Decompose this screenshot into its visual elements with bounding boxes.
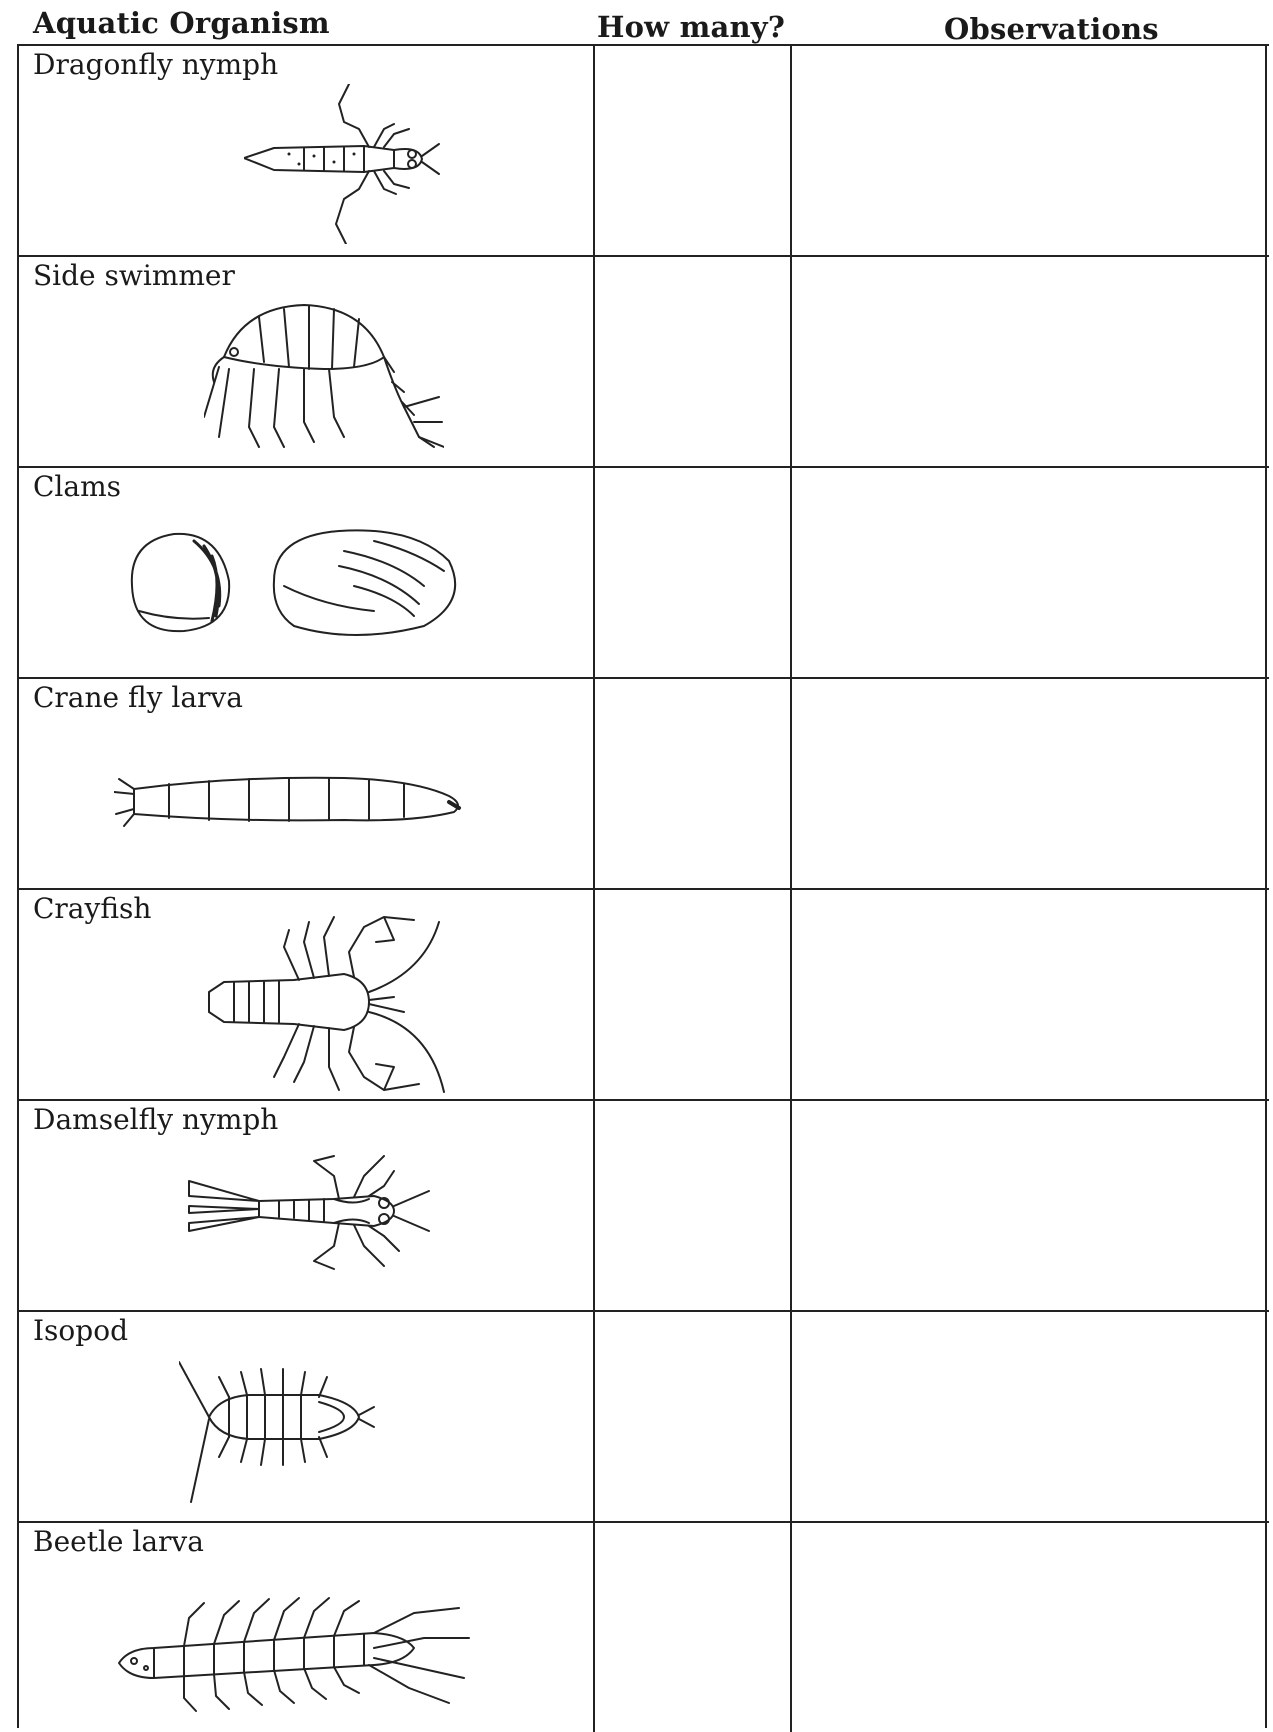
organism-cell — [19, 257, 595, 466]
count-cell[interactable] — [595, 890, 792, 1099]
damselfly-nymph-drawing — [184, 1151, 434, 1271]
organism-label: Dragonfly nymph — [33, 48, 279, 81]
table-row — [19, 1099, 1269, 1310]
organism-label: Beetle larva — [33, 1525, 204, 1558]
table-row — [19, 1310, 1269, 1521]
count-cell[interactable] — [595, 257, 792, 466]
crane-fly-larva-drawing — [114, 764, 494, 834]
count-cell[interactable] — [595, 679, 792, 888]
table-row — [19, 466, 1269, 677]
observations-cell[interactable] — [792, 679, 1265, 888]
organism-table — [17, 44, 1267, 1728]
table-row — [19, 255, 1269, 466]
organism-cell — [19, 1312, 595, 1521]
organism-label: Crane fly larva — [33, 681, 243, 714]
column-header-organism: Aquatic Organism — [33, 6, 330, 40]
side-swimmer-drawing — [204, 297, 444, 457]
count-cell[interactable] — [595, 46, 792, 255]
crayfish-drawing — [204, 912, 464, 1097]
table-row — [19, 888, 1269, 1099]
organism-label: Damselfly nymph — [33, 1103, 279, 1136]
organism-label: Isopod — [33, 1314, 128, 1347]
column-header-count: How many? — [597, 10, 786, 44]
observations-cell[interactable] — [792, 257, 1265, 466]
dragonfly-nymph-drawing — [244, 84, 444, 244]
table-row — [19, 1521, 1269, 1730]
table-row — [19, 44, 1269, 255]
beetle-larva-drawing — [114, 1593, 474, 1713]
organism-cell — [19, 1523, 595, 1732]
observations-cell[interactable] — [792, 1523, 1265, 1732]
organism-label: Clams — [33, 470, 121, 503]
observations-cell[interactable] — [792, 46, 1265, 255]
count-cell[interactable] — [595, 1101, 792, 1310]
observations-cell[interactable] — [792, 890, 1265, 1099]
isopod-drawing — [179, 1357, 379, 1507]
clams-drawing — [124, 526, 474, 646]
organism-cell — [19, 890, 595, 1099]
count-cell[interactable] — [595, 468, 792, 677]
organism-cell — [19, 468, 595, 677]
organism-cell — [19, 1101, 595, 1310]
table-row — [19, 677, 1269, 888]
count-cell[interactable] — [595, 1312, 792, 1521]
observations-cell[interactable] — [792, 1312, 1265, 1521]
observations-cell[interactable] — [792, 468, 1265, 677]
organism-label: Side swimmer — [33, 259, 235, 292]
table-header — [0, 0, 1273, 46]
organism-cell — [19, 46, 595, 255]
organism-label: Crayfish — [33, 892, 152, 925]
observations-cell[interactable] — [792, 1101, 1265, 1310]
count-cell[interactable] — [595, 1523, 792, 1732]
organism-cell — [19, 679, 595, 888]
column-header-observations: Observations — [944, 12, 1159, 46]
